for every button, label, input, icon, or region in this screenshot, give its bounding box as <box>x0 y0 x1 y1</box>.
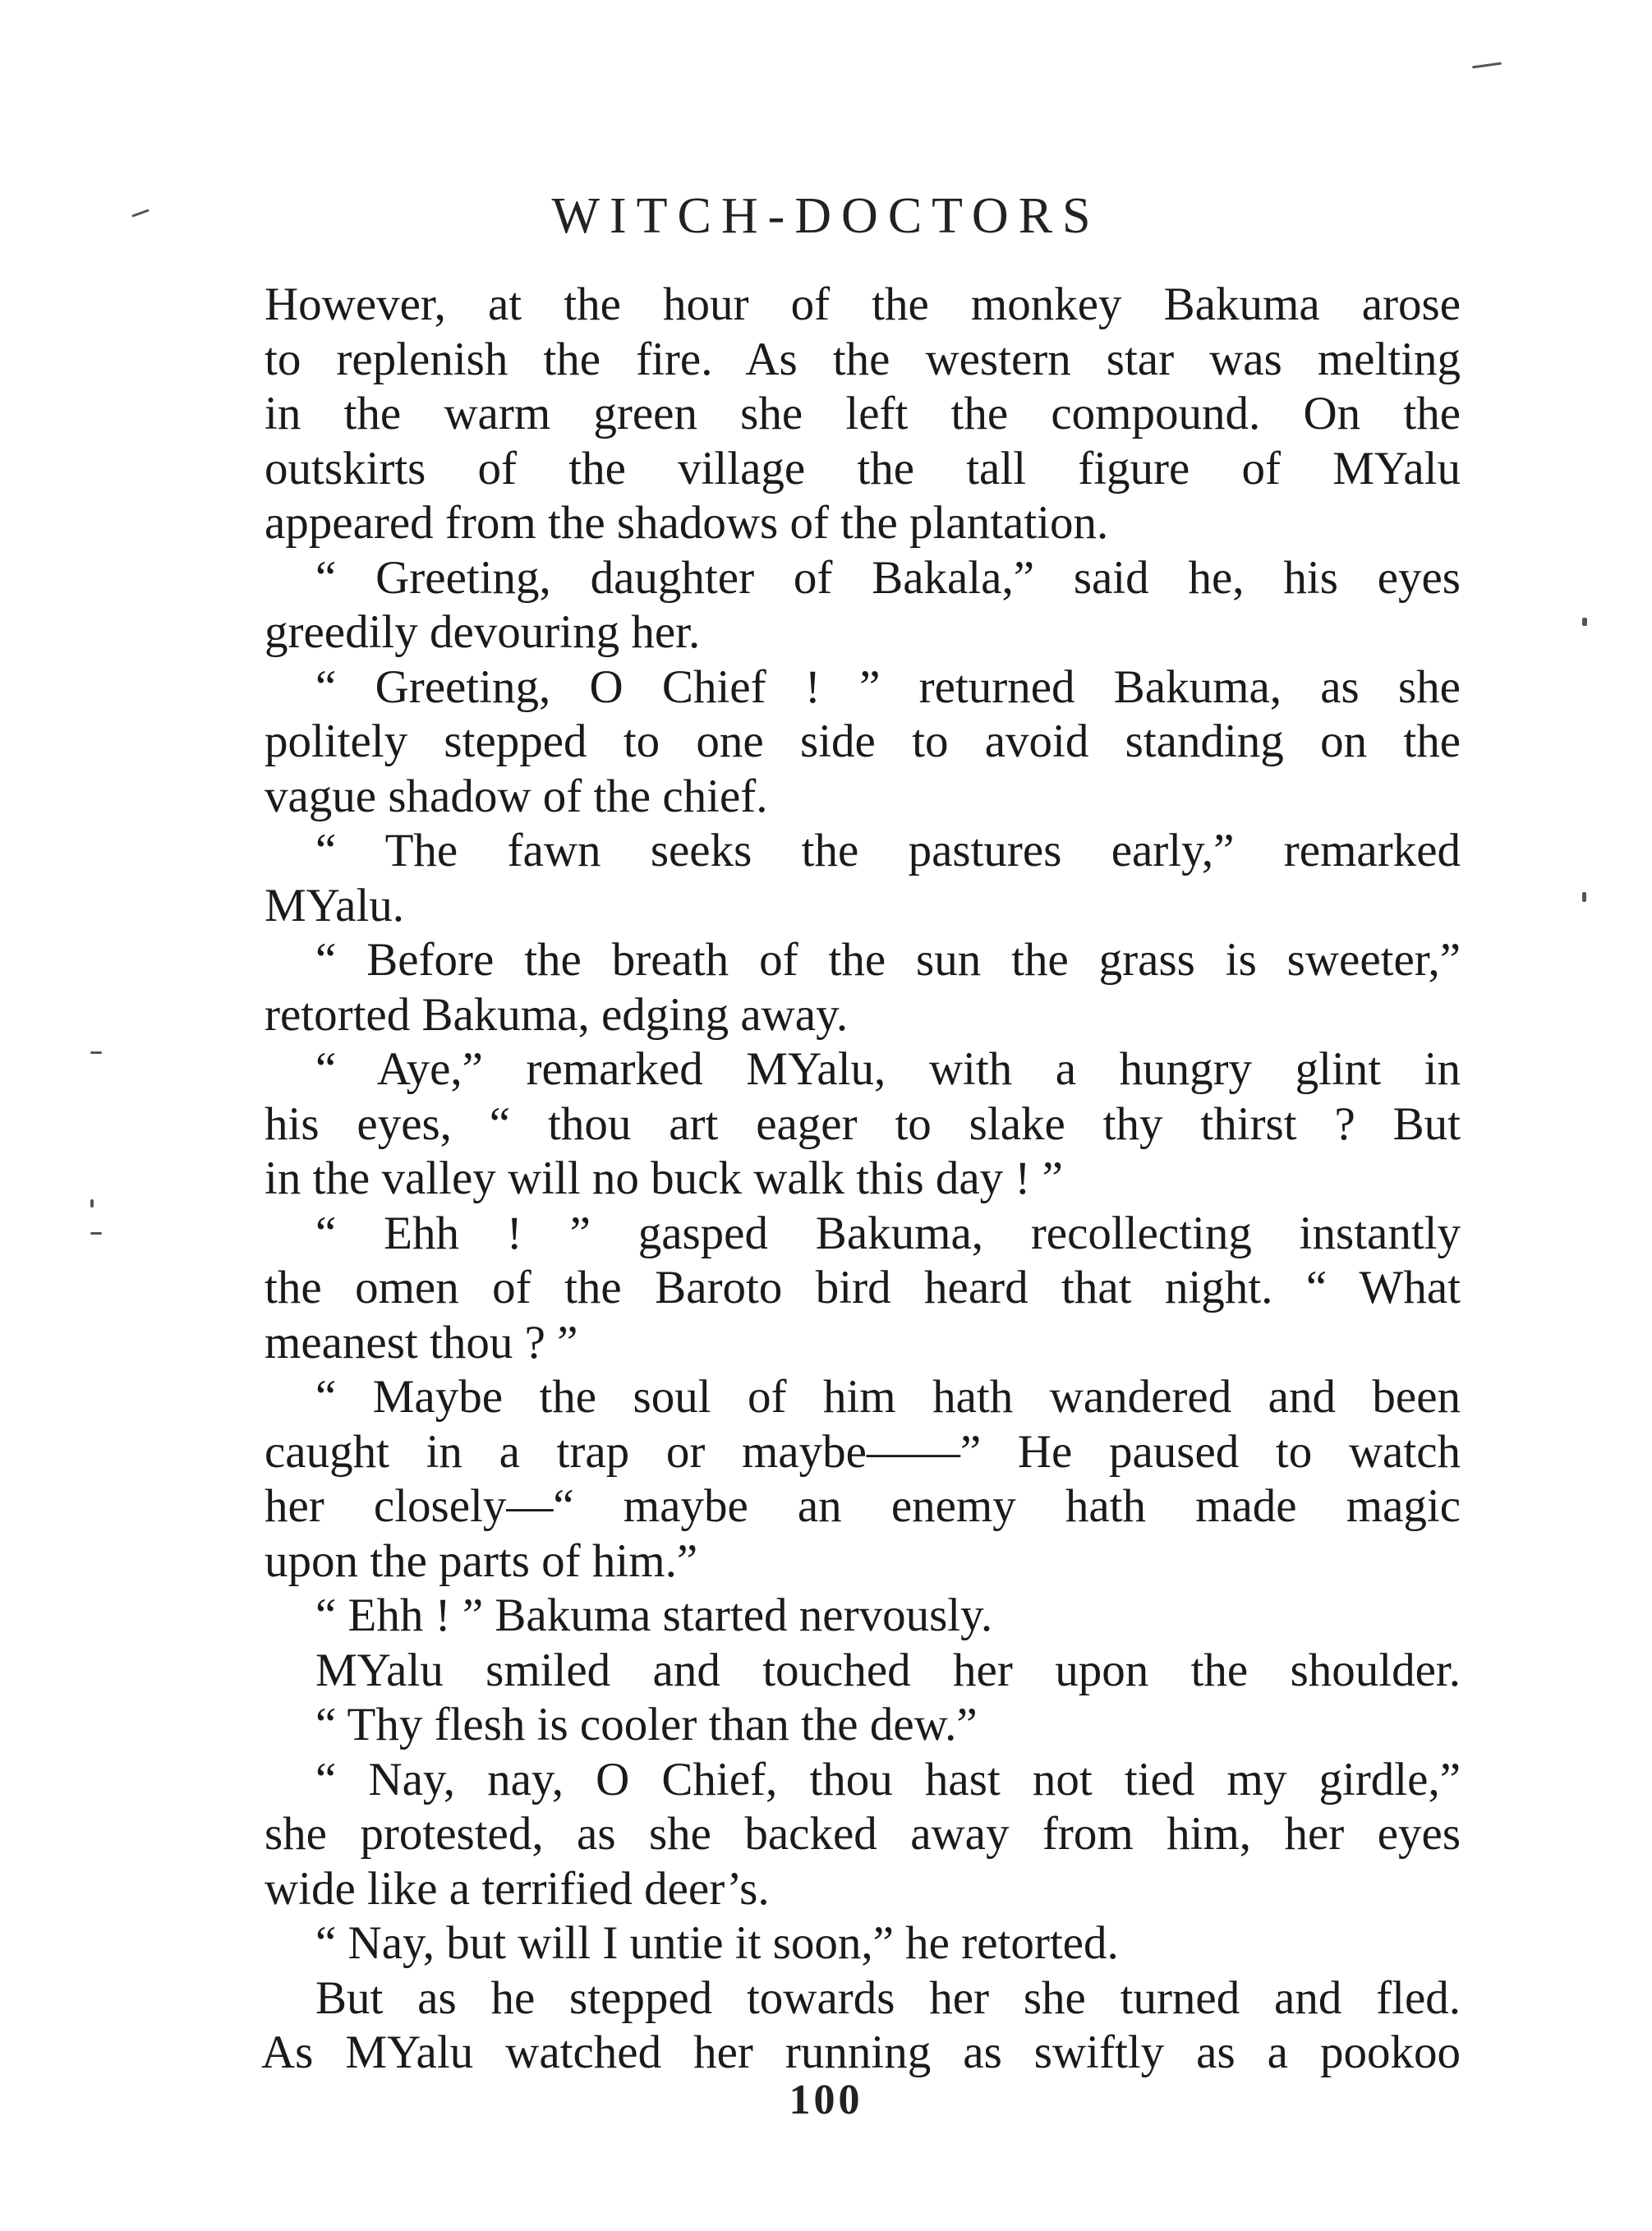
text-line: politely stepped to one side to avoid standing on the <box>265 715 1461 767</box>
text-line: wide like a terrified deer’s. <box>265 1862 770 1915</box>
text-line: As MYalu watched her running as swiftly as a pookoo <box>261 2026 1461 2078</box>
text-line: “ Ehh ! ” Bakuma started nervously. <box>315 1589 993 1641</box>
text-line: appeared from the shadows of the plantation. <box>265 497 1109 549</box>
scan-speck <box>1582 892 1586 902</box>
page-number: 100 <box>789 2077 863 2123</box>
text-line: “ Thy flesh is cooler than the dew.” <box>315 1699 978 1750</box>
text-line: caught in a trap or maybe——” He paused to watch <box>265 1425 1461 1478</box>
scan-speck <box>1582 618 1587 626</box>
scan-speck <box>90 1232 102 1235</box>
scan-speck <box>90 1051 102 1054</box>
text-line: “ Maybe the soul of him hath wandered and been <box>315 1371 1461 1423</box>
text-line: “ Greeting, O Chief ! ” returned Bakuma, as she <box>315 660 1461 713</box>
text-line: her closely—“ maybe an enemy hath made magic <box>265 1480 1461 1532</box>
text-line: However, at the hour of the monkey Bakuma arose <box>265 278 1461 330</box>
scan-speck <box>1472 62 1502 69</box>
text-line: “ Ehh ! ” gasped Bakuma, recollecting instantly <box>315 1207 1461 1259</box>
text-line: the omen of the Baroto bird heard that night. “ What <box>265 1262 1461 1313</box>
text-line: “ The fawn seeks the pastures early,” remarked <box>315 825 1461 876</box>
scan-speck <box>90 1199 94 1208</box>
text-line: But as he stepped towards her she turned and fled. <box>315 1971 1461 2024</box>
text-line: she protested, as she backed away from him, her eyes <box>265 1808 1461 1860</box>
text-line: vague shadow of the chief. <box>265 770 768 822</box>
text-line: in the valley will no buck walk this day ! ” <box>265 1152 1063 1204</box>
text-line: outskirts of the village the tall figure of MYalu <box>265 442 1461 494</box>
text-line: his eyes, “ thou art eager to slake thy thirst ? But <box>265 1097 1461 1150</box>
text-line: retorted Bakuma, edging away. <box>265 988 849 1041</box>
text-line: “ Greeting, daughter of Bakala,” said he, his eyes <box>315 551 1461 604</box>
text-line: “ Aye,” remarked MYalu, with a hungry glint in <box>315 1043 1461 1095</box>
text-line: “ Nay, nay, O Chief, thou hast not tied my girdle,” <box>315 1753 1461 1806</box>
text-line: “ Before the breath of the sun the grass is sweeter,” <box>315 934 1461 986</box>
running-head: WITCH-DOCTORS <box>551 188 1101 244</box>
text-line: “ Nay, but will I untie it soon,” he retorted. <box>315 1917 1119 1969</box>
text-line: MYalu smiled and touched her upon the shoulder. <box>315 1644 1461 1696</box>
text-line: greedily devouring her. <box>265 606 701 658</box>
text-line: meanest thou ? ” <box>265 1316 578 1368</box>
text-line: MYalu. <box>265 879 405 932</box>
body-text <box>261 278 1461 2081</box>
text-line: upon the parts of him.” <box>265 1534 698 1587</box>
text-line: in the warm green she left the compound. On the <box>265 388 1461 439</box>
text-line: to replenish the fire. As the western star was melting <box>265 333 1461 385</box>
